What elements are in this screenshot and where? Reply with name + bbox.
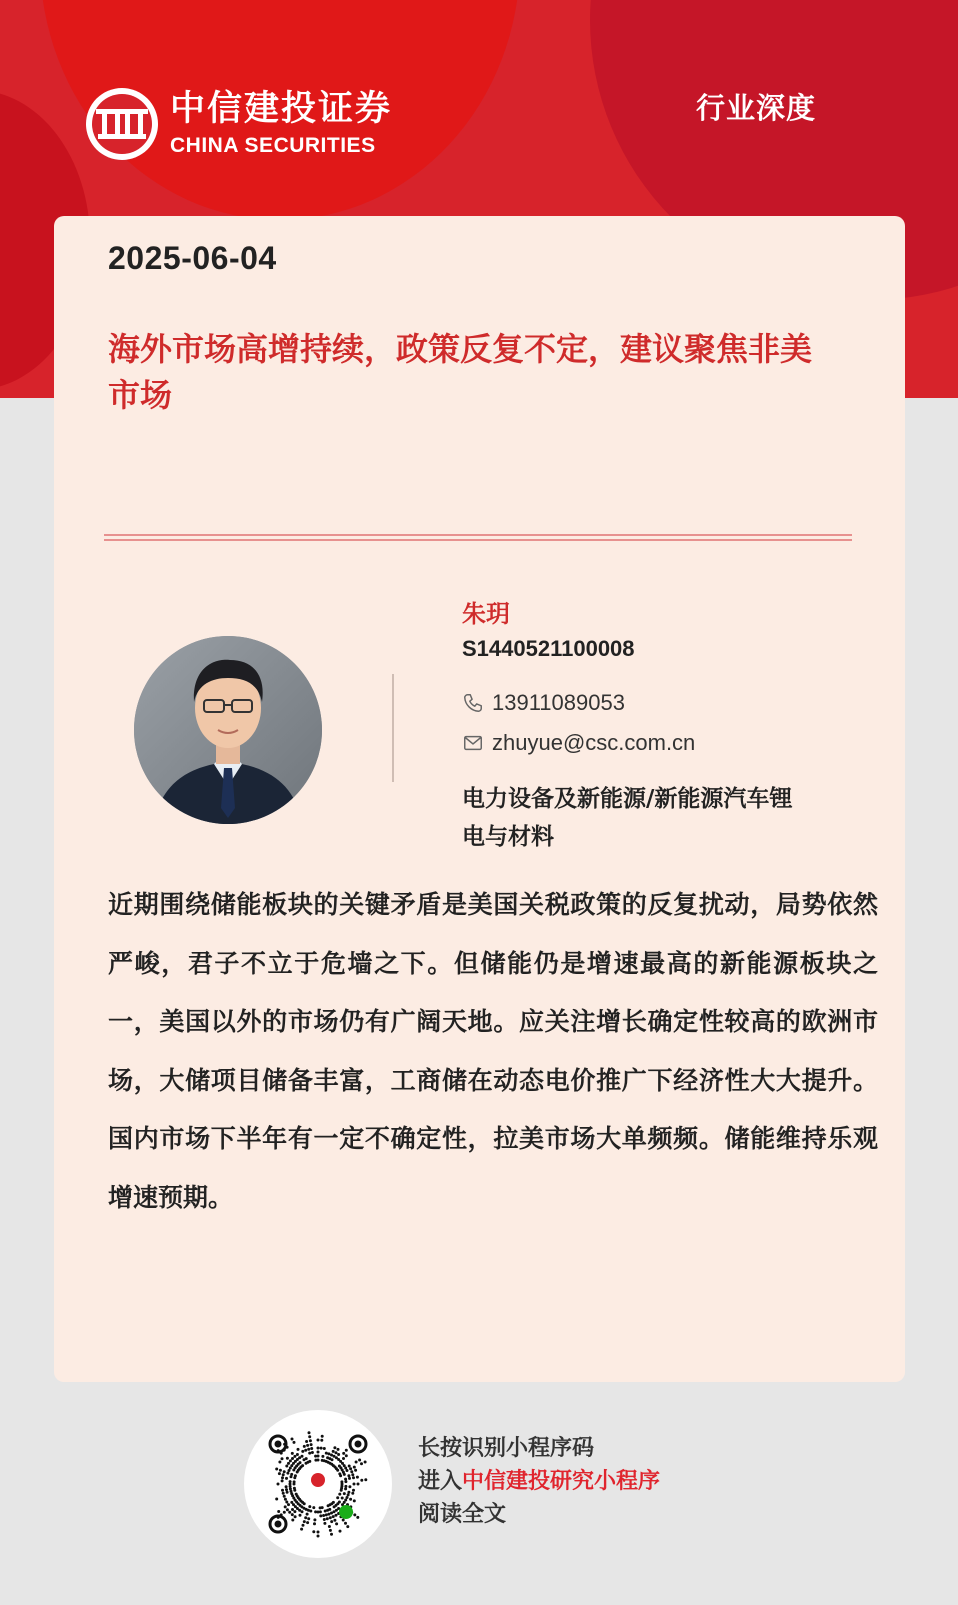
qr-dot [294, 1474, 297, 1477]
email-address: zhuyue@csc.com.cn [492, 730, 696, 755]
qr-dot [329, 1529, 332, 1532]
qr-dot [348, 1465, 351, 1468]
qr-dot [299, 1461, 302, 1464]
qr-dot [319, 1506, 322, 1509]
qr-dot [290, 1501, 293, 1504]
report-card [54, 216, 905, 1382]
qr-dot [301, 1464, 304, 1467]
report-category: 行业深度 [696, 91, 817, 125]
qr-dot [311, 1451, 314, 1454]
qr-dot [344, 1522, 347, 1525]
qr-dot [321, 1455, 324, 1458]
qr-dot [346, 1469, 349, 1472]
qr-dot [332, 1515, 335, 1518]
qr-dot [307, 1517, 310, 1520]
qr-dot [285, 1485, 288, 1488]
qr-dot [347, 1474, 350, 1477]
qr-dot [288, 1511, 291, 1514]
qr-dot [332, 1450, 335, 1453]
qr-dot [352, 1489, 355, 1492]
qr-dot [358, 1459, 361, 1462]
qr-dot [325, 1513, 328, 1516]
qr-dot [352, 1476, 355, 1479]
phone-icon [462, 692, 484, 714]
citic-logo-icon [311, 1473, 325, 1487]
qr-dot [283, 1470, 286, 1473]
qr-dot [278, 1461, 281, 1464]
qr-dot [335, 1522, 338, 1525]
qr-dot [360, 1479, 363, 1482]
qr-dot [333, 1446, 336, 1449]
qr-dot [364, 1478, 367, 1481]
qr-dot [307, 1448, 310, 1451]
qr-dot [275, 1468, 278, 1471]
qr-dot [330, 1520, 333, 1523]
qr-dot [312, 1506, 315, 1509]
qr-dot [303, 1445, 306, 1448]
qr-dot [317, 1455, 320, 1458]
author-portrait-image [134, 636, 322, 824]
qr-finder-dot [275, 1441, 282, 1448]
author-cert-id: S1440521100008 [462, 636, 635, 661]
qr-dot [326, 1517, 329, 1520]
qr-dot [331, 1458, 334, 1461]
qr-dot [281, 1476, 284, 1479]
author-name: 朱玥 [462, 600, 510, 628]
qr-dot [284, 1505, 287, 1508]
qr-dot [308, 1435, 311, 1438]
mini-program-name[interactable]: 中信建投研究小程序 [462, 1468, 661, 1494]
qr-dot [357, 1483, 360, 1486]
qr-dot [296, 1453, 299, 1456]
qr-dot [327, 1504, 330, 1507]
phone-number: 13911089053 [492, 690, 625, 715]
qr-dot [302, 1524, 305, 1527]
report-summary: 近期围绕储能板块的关键矛盾是美国关税政策的反复扰动，局势依然严峻，君子不立于危墙之下。但储能仍是增速最高的新能源板块之一，美国以外的市场仍有广阔天地。应关注增长确定性较高的欧洲市场，大储项目储备丰富，工商储在动态电价推广下经济性大大提升。国内市场下半年有一定不确定性，拉美市场大单频频。储能维持乐观增速预期。 [108, 890, 878, 1212]
qr-dot [339, 1474, 342, 1477]
qr-dot [308, 1431, 311, 1434]
qr-dot [283, 1495, 286, 1498]
qr-dot [285, 1465, 288, 1468]
author-avatar [134, 636, 322, 824]
qr-dot [305, 1440, 308, 1443]
qr-dot [317, 1447, 320, 1450]
qr-dot [286, 1472, 289, 1475]
mini-program-icon [339, 1505, 353, 1519]
qr-dot [328, 1525, 331, 1528]
qr-line-3: 阅读全文 [418, 1501, 507, 1527]
qr-dot [330, 1533, 333, 1536]
qr-dot [346, 1525, 349, 1528]
qr-dot [319, 1514, 322, 1517]
qr-dot [347, 1491, 350, 1494]
qr-dot [279, 1469, 282, 1472]
brand-logo [84, 86, 392, 162]
mini-program-qr[interactable] [244, 1410, 392, 1558]
author-divider [392, 674, 394, 782]
qr-dot [295, 1493, 298, 1496]
qr-dot [281, 1457, 284, 1460]
qr-dot [286, 1491, 289, 1494]
qr-dot [344, 1487, 347, 1490]
qr-dot [290, 1473, 293, 1476]
qr-dot [289, 1459, 292, 1462]
logo-chinese-text: 中信建投证券 [170, 88, 393, 129]
qr-dot [342, 1457, 345, 1460]
author-phone[interactable] [462, 690, 625, 716]
qr-dot [310, 1447, 313, 1450]
qr-dot [337, 1453, 340, 1456]
qr-dot [348, 1477, 351, 1480]
qr-dot [348, 1485, 351, 1488]
qr-dot [317, 1439, 320, 1442]
qr-finder-dot [275, 1521, 282, 1528]
qr-dot [320, 1439, 323, 1442]
qr-dot [277, 1483, 280, 1486]
qr-dot [284, 1498, 287, 1501]
qr-dot [356, 1476, 359, 1479]
qr-dot [277, 1510, 280, 1513]
qr-dot [333, 1519, 336, 1522]
qr-dot [350, 1470, 353, 1473]
qr-dot [293, 1487, 296, 1490]
qr-dot [342, 1519, 345, 1522]
qr-dot [291, 1438, 294, 1441]
qr-code-icon [260, 1426, 376, 1542]
qr-dot [281, 1479, 284, 1482]
qr-dot [299, 1514, 302, 1517]
qr-dot [317, 1451, 320, 1454]
qr-dot [286, 1457, 289, 1460]
qr-dot [278, 1472, 281, 1475]
qr-dot [309, 1439, 312, 1442]
qr-dot [338, 1493, 341, 1496]
qr-dot [303, 1520, 306, 1523]
qr-dot [345, 1454, 348, 1457]
qr-dot [327, 1513, 330, 1516]
qr-dot [286, 1508, 289, 1511]
qr-dot [324, 1510, 327, 1513]
qr-dot [335, 1451, 338, 1454]
qr-dot [353, 1466, 356, 1469]
qr-dot [289, 1480, 292, 1483]
qr-dot [341, 1497, 344, 1500]
qr-dot [342, 1452, 345, 1455]
qr-dot [339, 1530, 342, 1533]
qr-dot [343, 1492, 346, 1495]
qr-dot [323, 1447, 326, 1450]
logo-english-text: CHINA SECURITIES [170, 134, 376, 157]
qr-dot [323, 1522, 326, 1525]
qr-dot [301, 1450, 304, 1453]
qr-dot [335, 1514, 338, 1517]
qr-dot [329, 1516, 332, 1519]
qr-dot [282, 1492, 285, 1495]
qr-dot [321, 1435, 324, 1438]
qr-dot [317, 1459, 320, 1462]
qr-dot [330, 1512, 333, 1515]
qr-dot [344, 1480, 347, 1483]
qr-dot [317, 1535, 320, 1538]
qr-dot [345, 1449, 348, 1452]
qr-dot [340, 1489, 343, 1492]
qr-dot [349, 1467, 352, 1470]
qr-dot [337, 1448, 340, 1451]
qr-dot [325, 1452, 328, 1455]
qr-dot [322, 1514, 325, 1517]
qr-dot [305, 1457, 308, 1460]
qr-dot [291, 1457, 294, 1460]
qr-dot [351, 1492, 354, 1495]
qr-dot [300, 1528, 303, 1531]
qr-dot [323, 1518, 326, 1521]
qr-dot [291, 1513, 294, 1516]
citic-logo-icon [84, 86, 160, 162]
qr-dot [340, 1480, 343, 1483]
qr-line-2 [418, 1465, 660, 1498]
qr-dot [297, 1448, 300, 1451]
qr-dot [291, 1452, 294, 1455]
qr-dot [353, 1499, 356, 1502]
qr-finder-dot [355, 1441, 362, 1448]
title-divider [104, 534, 852, 541]
qr-dot [314, 1510, 317, 1513]
qr-dot [312, 1530, 315, 1533]
qr-dot [301, 1455, 304, 1458]
qr-dot [308, 1452, 311, 1455]
qr-dot [355, 1461, 358, 1464]
qr-dot [293, 1455, 296, 1458]
qr-line-2-prefix: 进入 [418, 1468, 463, 1494]
qr-dot [356, 1516, 359, 1519]
qr-dot [282, 1473, 285, 1476]
qr-dot [283, 1511, 286, 1514]
qr-dot [336, 1469, 339, 1472]
qr-dot [306, 1521, 309, 1524]
qr-dot [320, 1447, 323, 1450]
qr-dot [275, 1498, 278, 1501]
qr-dot [353, 1483, 356, 1486]
qr-line-1: 长按识别小程序码 [418, 1435, 595, 1461]
qr-dot [351, 1473, 354, 1476]
qr-dot [281, 1489, 284, 1492]
report-date: 2025-06-04 [108, 240, 277, 276]
qr-dot [291, 1519, 294, 1522]
qr-dot [291, 1508, 294, 1511]
qr-dot [293, 1480, 296, 1483]
qr-dot [287, 1503, 290, 1506]
qr-dot [313, 1518, 316, 1521]
qr-dot [333, 1505, 336, 1508]
qr-dot [285, 1501, 288, 1504]
qr-dot [293, 1441, 296, 1444]
mail-icon [462, 732, 484, 754]
qr-dot [304, 1449, 307, 1452]
qr-dot [349, 1498, 352, 1501]
qr-dot [285, 1477, 288, 1480]
qr-instructions [418, 1432, 660, 1531]
qr-dot [306, 1513, 309, 1516]
qr-dot [317, 1531, 320, 1534]
qr-dot [336, 1496, 339, 1499]
qr-dot [327, 1452, 330, 1455]
qr-dot [306, 1444, 309, 1447]
report-title: 海外市场高增持续，政策反复不定，建议聚焦非美市场 [108, 330, 813, 414]
qr-dot [293, 1510, 296, 1513]
qr-dot [354, 1469, 357, 1472]
author-email[interactable] [462, 730, 695, 756]
qr-dot [343, 1473, 346, 1476]
qr-dot [287, 1462, 290, 1465]
qr-dot [304, 1516, 307, 1519]
author-coverage-field: 电力设备及新能源/新能源汽车锂电与材料 [462, 786, 793, 850]
qr-dot [285, 1488, 288, 1491]
qr-dot [308, 1505, 311, 1508]
qr-dot [308, 1460, 311, 1463]
qr-dot [310, 1443, 313, 1446]
qr-dot [313, 1522, 316, 1525]
qr-dot [360, 1462, 363, 1465]
qr-dot [364, 1461, 367, 1464]
qr-dot [347, 1493, 350, 1496]
qr-dot [353, 1513, 356, 1516]
qr-dot [294, 1515, 297, 1518]
